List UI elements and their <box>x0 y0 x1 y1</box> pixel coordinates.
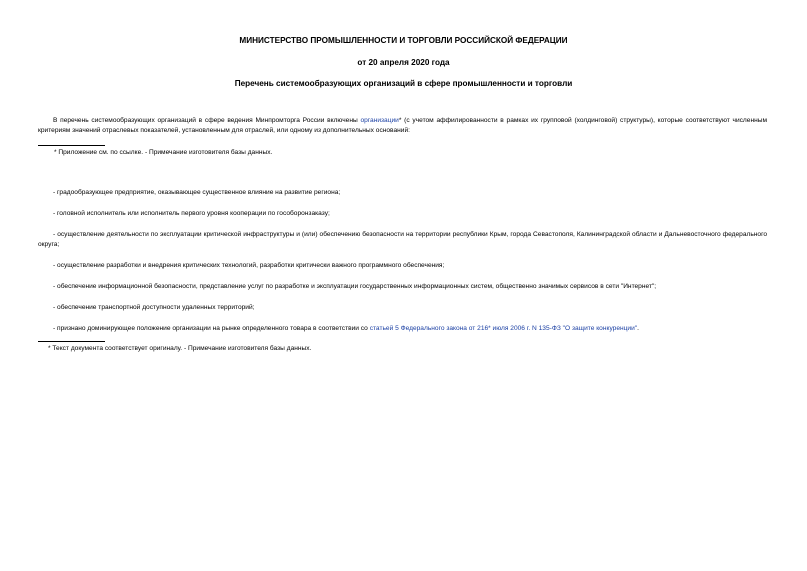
criterion-text-after: . <box>637 325 639 332</box>
document-title: Перечень системообразующих организаций в сфере промышленности и торговли <box>234 79 573 88</box>
footnote-divider <box>38 145 105 146</box>
footnote-appendix: * Приложение см. по ссылке. - Примечание изготовителя базы данных. <box>54 149 273 156</box>
intro-paragraph <box>38 116 767 136</box>
intro-text-after: (с учетом аффилированности в рамках их групповой (холдинговой) структуры), которые соответствуют численным критериям значений отраслевых показателей, установленным для отраслей, или одному из дополнительных оснований: <box>38 117 767 134</box>
intro-text-before: В перечень системообразующих организаций в сфере ведения Минпромторга России включены <box>53 117 361 124</box>
ministry-heading: МИНИСТЕРСТВО ПРОМЫШЛЕННОСТИ И ТОРГОВЛИ РОССИЙСКОЙ ФЕДЕРАЦИИ <box>239 36 568 45</box>
intro-footnote-marker: * <box>398 117 402 124</box>
criterion-item: - осуществление разработки и внедрения критических технологий, разработки критически важного программного обеспечения; <box>53 262 445 269</box>
criterion-item: - обеспечение информационной безопасности, представление услуг по разработке и эксплуатации государственных информационных систем, общественно значимых сервисов в сети "Интернет"; <box>53 283 657 290</box>
document-date: от 20 апреля 2020 года <box>357 58 450 67</box>
criterion-item: - обеспечение транспортной доступности удаленных территорий; <box>53 304 255 311</box>
footnote-divider <box>38 341 105 342</box>
criterion-text-before: - признано доминирующее положение организации на рынке определенного товара в соответствии со <box>53 325 370 332</box>
criterion-item: - осуществление деятельности по эксплуатации критической инфраструктуры и (или) обеспечению безопасности на территории республики Крым, города Севастополя, Калининградской области и Дальневосточного федерального округа; <box>38 231 767 248</box>
law-article-link[interactable]: статьей 5 Федерального закона от 216* июля 2006 г. N 135-ФЗ <box>369 325 563 332</box>
law-title-link[interactable]: "О защите конкуренции" <box>562 325 638 332</box>
criterion-item: - головной исполнитель или исполнитель первого уровня кооперации по гособоронзаказу; <box>53 210 330 217</box>
criterion-item: - градообразующее предприятие, оказывающее существенное влияние на развитие региона; <box>53 189 341 196</box>
organizations-link[interactable]: организации <box>360 117 399 124</box>
criterion-item-competition <box>38 324 767 334</box>
footnote-original-text: * Текст документа соответствует оригиналу. - Примечание изготовителя базы данных. <box>48 345 312 352</box>
